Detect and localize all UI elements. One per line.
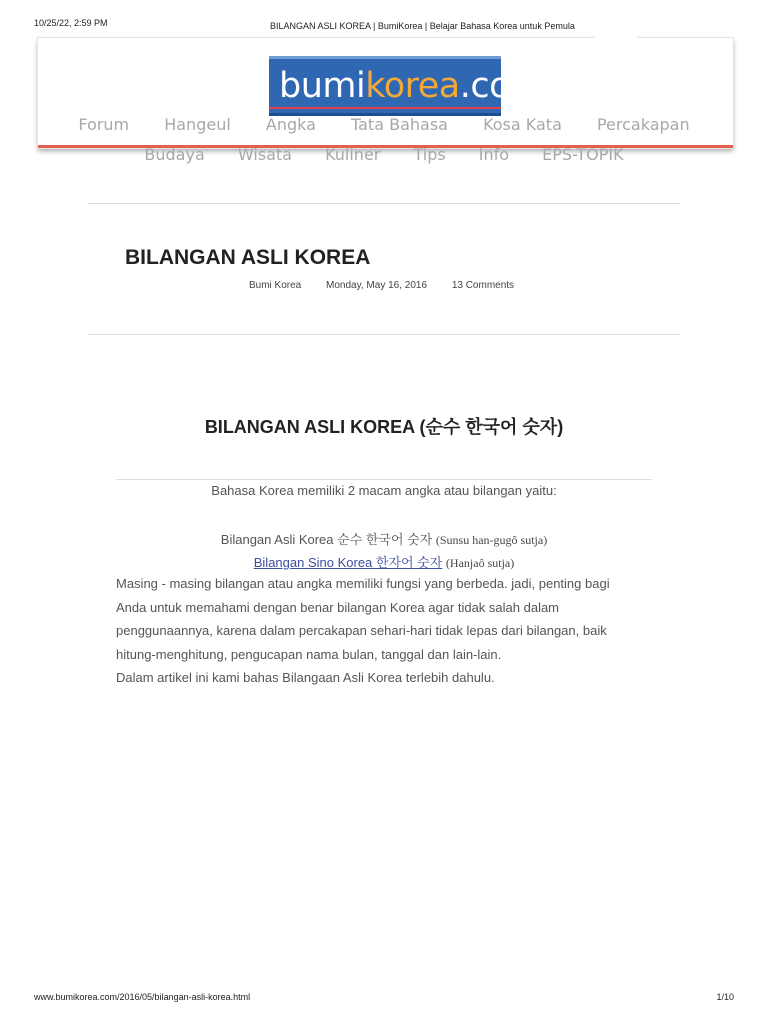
post-meta — [249, 280, 536, 291]
nav-item-tips[interactable]: Tips — [413, 145, 446, 164]
logo-underline — [269, 107, 501, 109]
nav-item-hangeul[interactable]: Hangeul — [164, 115, 231, 134]
post-date: Monday, May 16, 2016 — [326, 280, 428, 291]
number-type-item-1 — [0, 529, 768, 548]
paragraph-line: penggunaannya, karena dalam percakapan sehari-hari tidak lepas dari bilangan, baik — [116, 623, 607, 638]
nav-item-eps-topik[interactable]: EPS-TOPIK — [542, 145, 624, 164]
intro-text: Bahasa Korea memiliki 2 macam angka atau bilangan yaitu: — [211, 483, 557, 498]
number-type-item-2 — [0, 552, 768, 571]
nav-item-kuliner[interactable]: Kuliner — [325, 145, 381, 164]
item-2-romanization: (Hanjaô sutja) — [445, 556, 515, 570]
heading-rule — [116, 479, 652, 480]
nav-item-angka[interactable]: Angka — [265, 115, 316, 134]
paragraph-line: Dalam artikel ini kami bahas Bilangaan Asli Korea terlebih dahulu. — [116, 670, 495, 685]
site-logo[interactable] — [269, 56, 544, 116]
nav-item-info[interactable]: Info — [478, 145, 510, 164]
logo-wordmark: bumikorea.com — [279, 66, 544, 106]
print-page-title: BILANGAN ASLI KOREA | BumiKorea | Belajar Bahasa Korea untuk Pemula — [270, 21, 575, 31]
header-notch — [595, 36, 637, 44]
nav-item-percakapan[interactable]: Percakapan — [596, 115, 690, 134]
nav-item-kosa-kata[interactable]: Kosa Kata — [483, 115, 562, 134]
nav-item-budaya[interactable]: Budaya — [144, 145, 205, 164]
paragraph-line: Anda untuk memahami dengan benar bilangan Korea agar tidak salah dalam — [116, 599, 560, 615]
divider-top — [88, 203, 680, 204]
post-author-link[interactable]: Bumi Korea — [249, 280, 302, 291]
paragraph-line: Masing - masing bilangan atau angka memiliki fungsi yang berbeda. jadi, penting bagi — [116, 576, 610, 591]
item-1-text: Bilangan Asli Korea 순수 한국어 숫자 — [220, 532, 433, 547]
print-header — [34, 18, 734, 30]
divider-bottom — [88, 334, 680, 335]
print-page-number: 1/10 — [716, 992, 734, 1002]
nav-item-wisata[interactable]: Wisata — [237, 145, 292, 164]
item-1-romanization: (Sunsu han-gugô sutja) — [435, 533, 548, 547]
paragraph-line: hitung-menghitung, pengucapan nama bulan, tanggal dan lain-lain. — [116, 646, 502, 662]
print-url: www.bumikorea.com/2016/05/bilangan-asli-korea.html — [34, 992, 251, 1002]
post-comments-link[interactable]: 13 Comments — [451, 280, 515, 291]
main-nav-row-1 — [0, 115, 768, 134]
body-paragraph — [116, 572, 656, 690]
content-heading: BILANGAN ASLI KOREA (순수 한국어 숫자) — [204, 417, 564, 437]
print-timestamp: 10/25/22, 2:59 PM — [34, 18, 108, 28]
main-nav-row-2 — [0, 145, 768, 164]
nav-item-tata-bahasa[interactable]: Tata Bahasa — [351, 115, 448, 134]
sino-korea-link[interactable]: Bilangan Sino Korea 한자어 숫자 — [253, 555, 443, 570]
nav-item-forum[interactable]: Forum — [78, 115, 130, 134]
post-title: BILANGAN ASLI KOREA — [125, 246, 371, 269]
